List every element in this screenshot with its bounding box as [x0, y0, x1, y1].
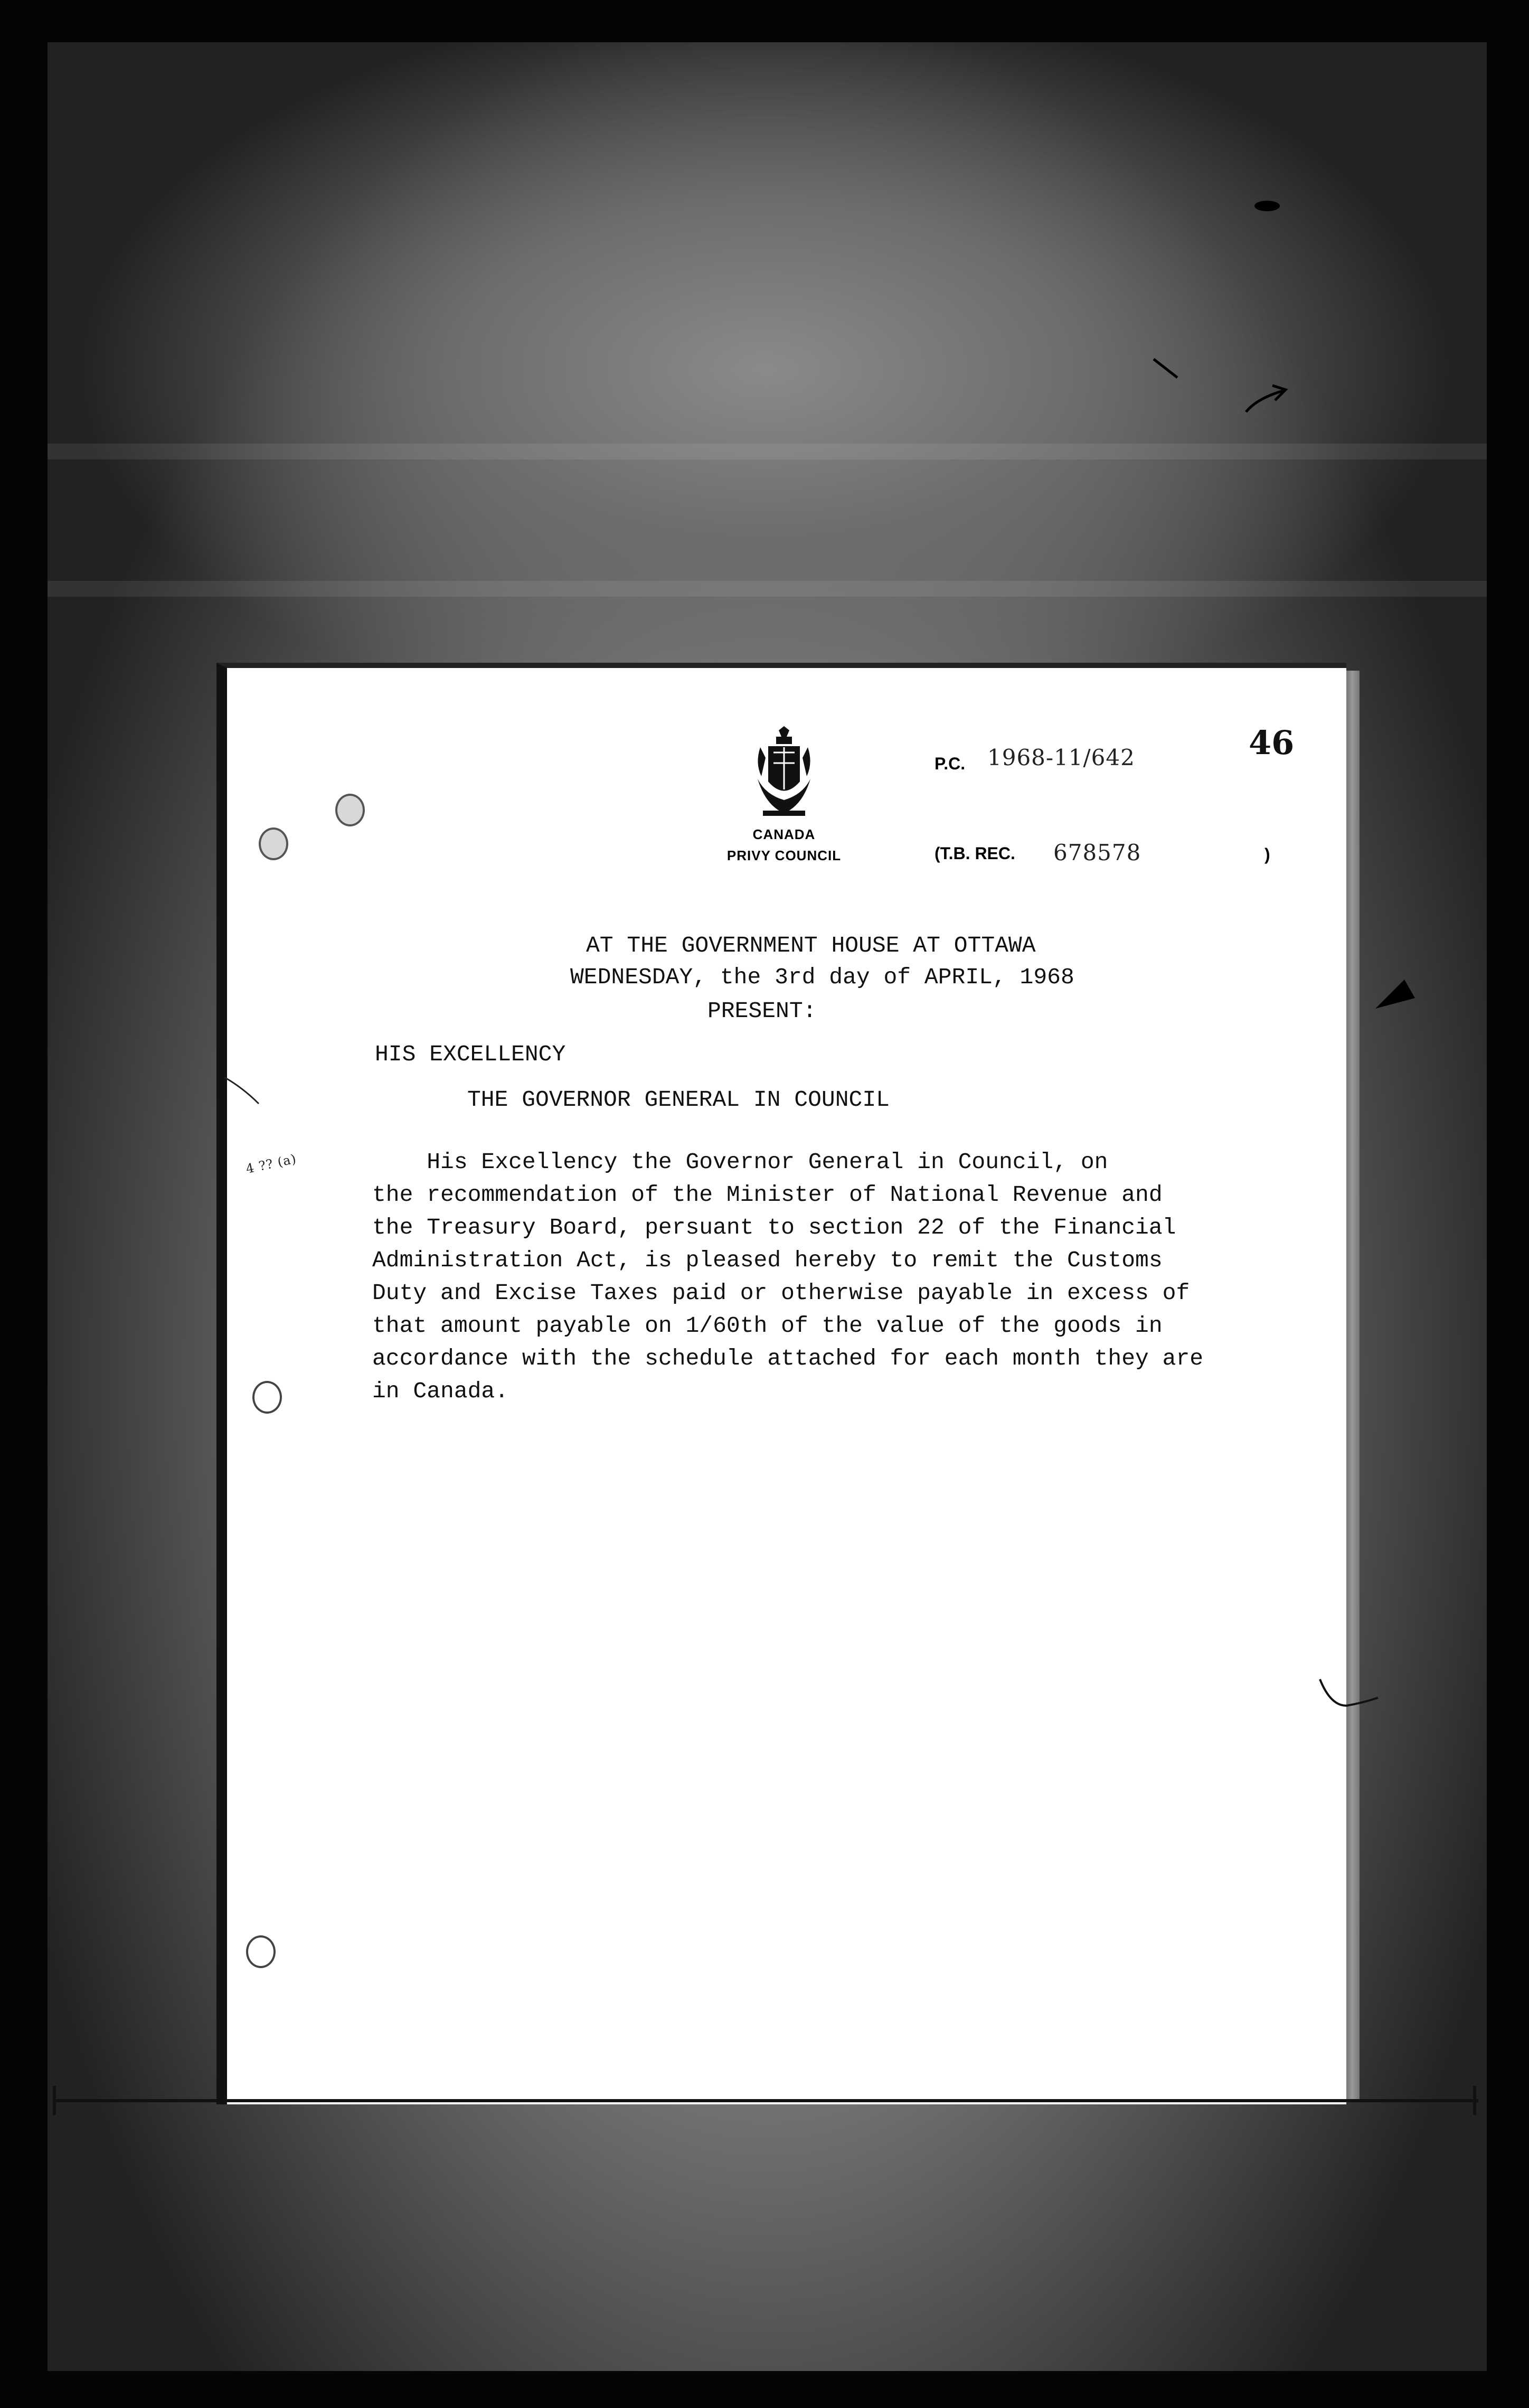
- tb-label: (T.B. REC.: [935, 844, 1015, 863]
- body-line: His Excellency the Governor General in Council, on: [372, 1149, 1108, 1175]
- tb-number: 678578: [1053, 840, 1141, 866]
- heading-present: PRESENT:: [707, 998, 817, 1024]
- canada-coat-of-arms-icon: [750, 726, 818, 819]
- scan-border-top: [0, 0, 1529, 42]
- ink-blot: [1251, 195, 1283, 217]
- ink-blot: [1373, 977, 1420, 1014]
- body-line: accordance with the schedule attached for each month they are: [372, 1346, 1204, 1371]
- margin-stroke: [222, 1067, 264, 1109]
- scan-border-left: [0, 0, 48, 2408]
- body-line: in Canada.: [372, 1378, 509, 1404]
- his-excellency: HIS EXCELLENCY: [375, 1041, 566, 1067]
- body-line: that amount payable on 1/60th of the value of the goods in: [372, 1313, 1163, 1339]
- body-line: Administration Act, is pleased hereby to remit the Customs: [372, 1247, 1163, 1273]
- body-line: the Treasury Board, persuant to section 22 of the Financial: [372, 1215, 1176, 1240]
- tb-close-paren: ): [1264, 845, 1270, 864]
- margin-stroke: [1315, 1674, 1383, 1716]
- punch-hole: [335, 794, 365, 826]
- scan-ruler-tick: [1473, 2086, 1476, 2115]
- body-line: Duty and Excise Taxes paid or otherwise payable in excess of: [372, 1280, 1190, 1306]
- heading-place: AT THE GOVERNMENT HOUSE AT OTTAWA: [586, 933, 1036, 958]
- scan-band: [42, 444, 1489, 459]
- governor-general-in-council: THE GOVERNOR GENERAL IN COUNCIL: [467, 1087, 890, 1113]
- scan-ruler-line: [53, 2099, 1478, 2102]
- punch-hole: [252, 1381, 282, 1414]
- scan-ruler-tick: [53, 2086, 56, 2115]
- pc-number: 1968-11/642: [987, 745, 1135, 770]
- body-line: the recommendation of the Minister of National Revenue and: [372, 1182, 1163, 1208]
- punch-hole: [246, 1935, 276, 1968]
- margin-note: 4 ?? (a): [244, 1151, 298, 1177]
- letterhead-country: CANADA: [752, 826, 816, 842]
- order-body: [372, 1146, 1206, 1408]
- ink-arrow-mark: [1146, 349, 1294, 422]
- page-number: 46: [1249, 723, 1295, 762]
- scan-band: [42, 581, 1489, 597]
- scan-border-bottom: [0, 2371, 1529, 2408]
- letterhead-council: PRIVY COUNCIL: [726, 848, 842, 863]
- punch-hole: [259, 827, 288, 860]
- heading-date: WEDNESDAY, the 3rd day of APRIL, 1968: [570, 964, 1074, 990]
- pc-label: P.C.: [935, 754, 966, 773]
- scan-border-right: [1487, 0, 1529, 2408]
